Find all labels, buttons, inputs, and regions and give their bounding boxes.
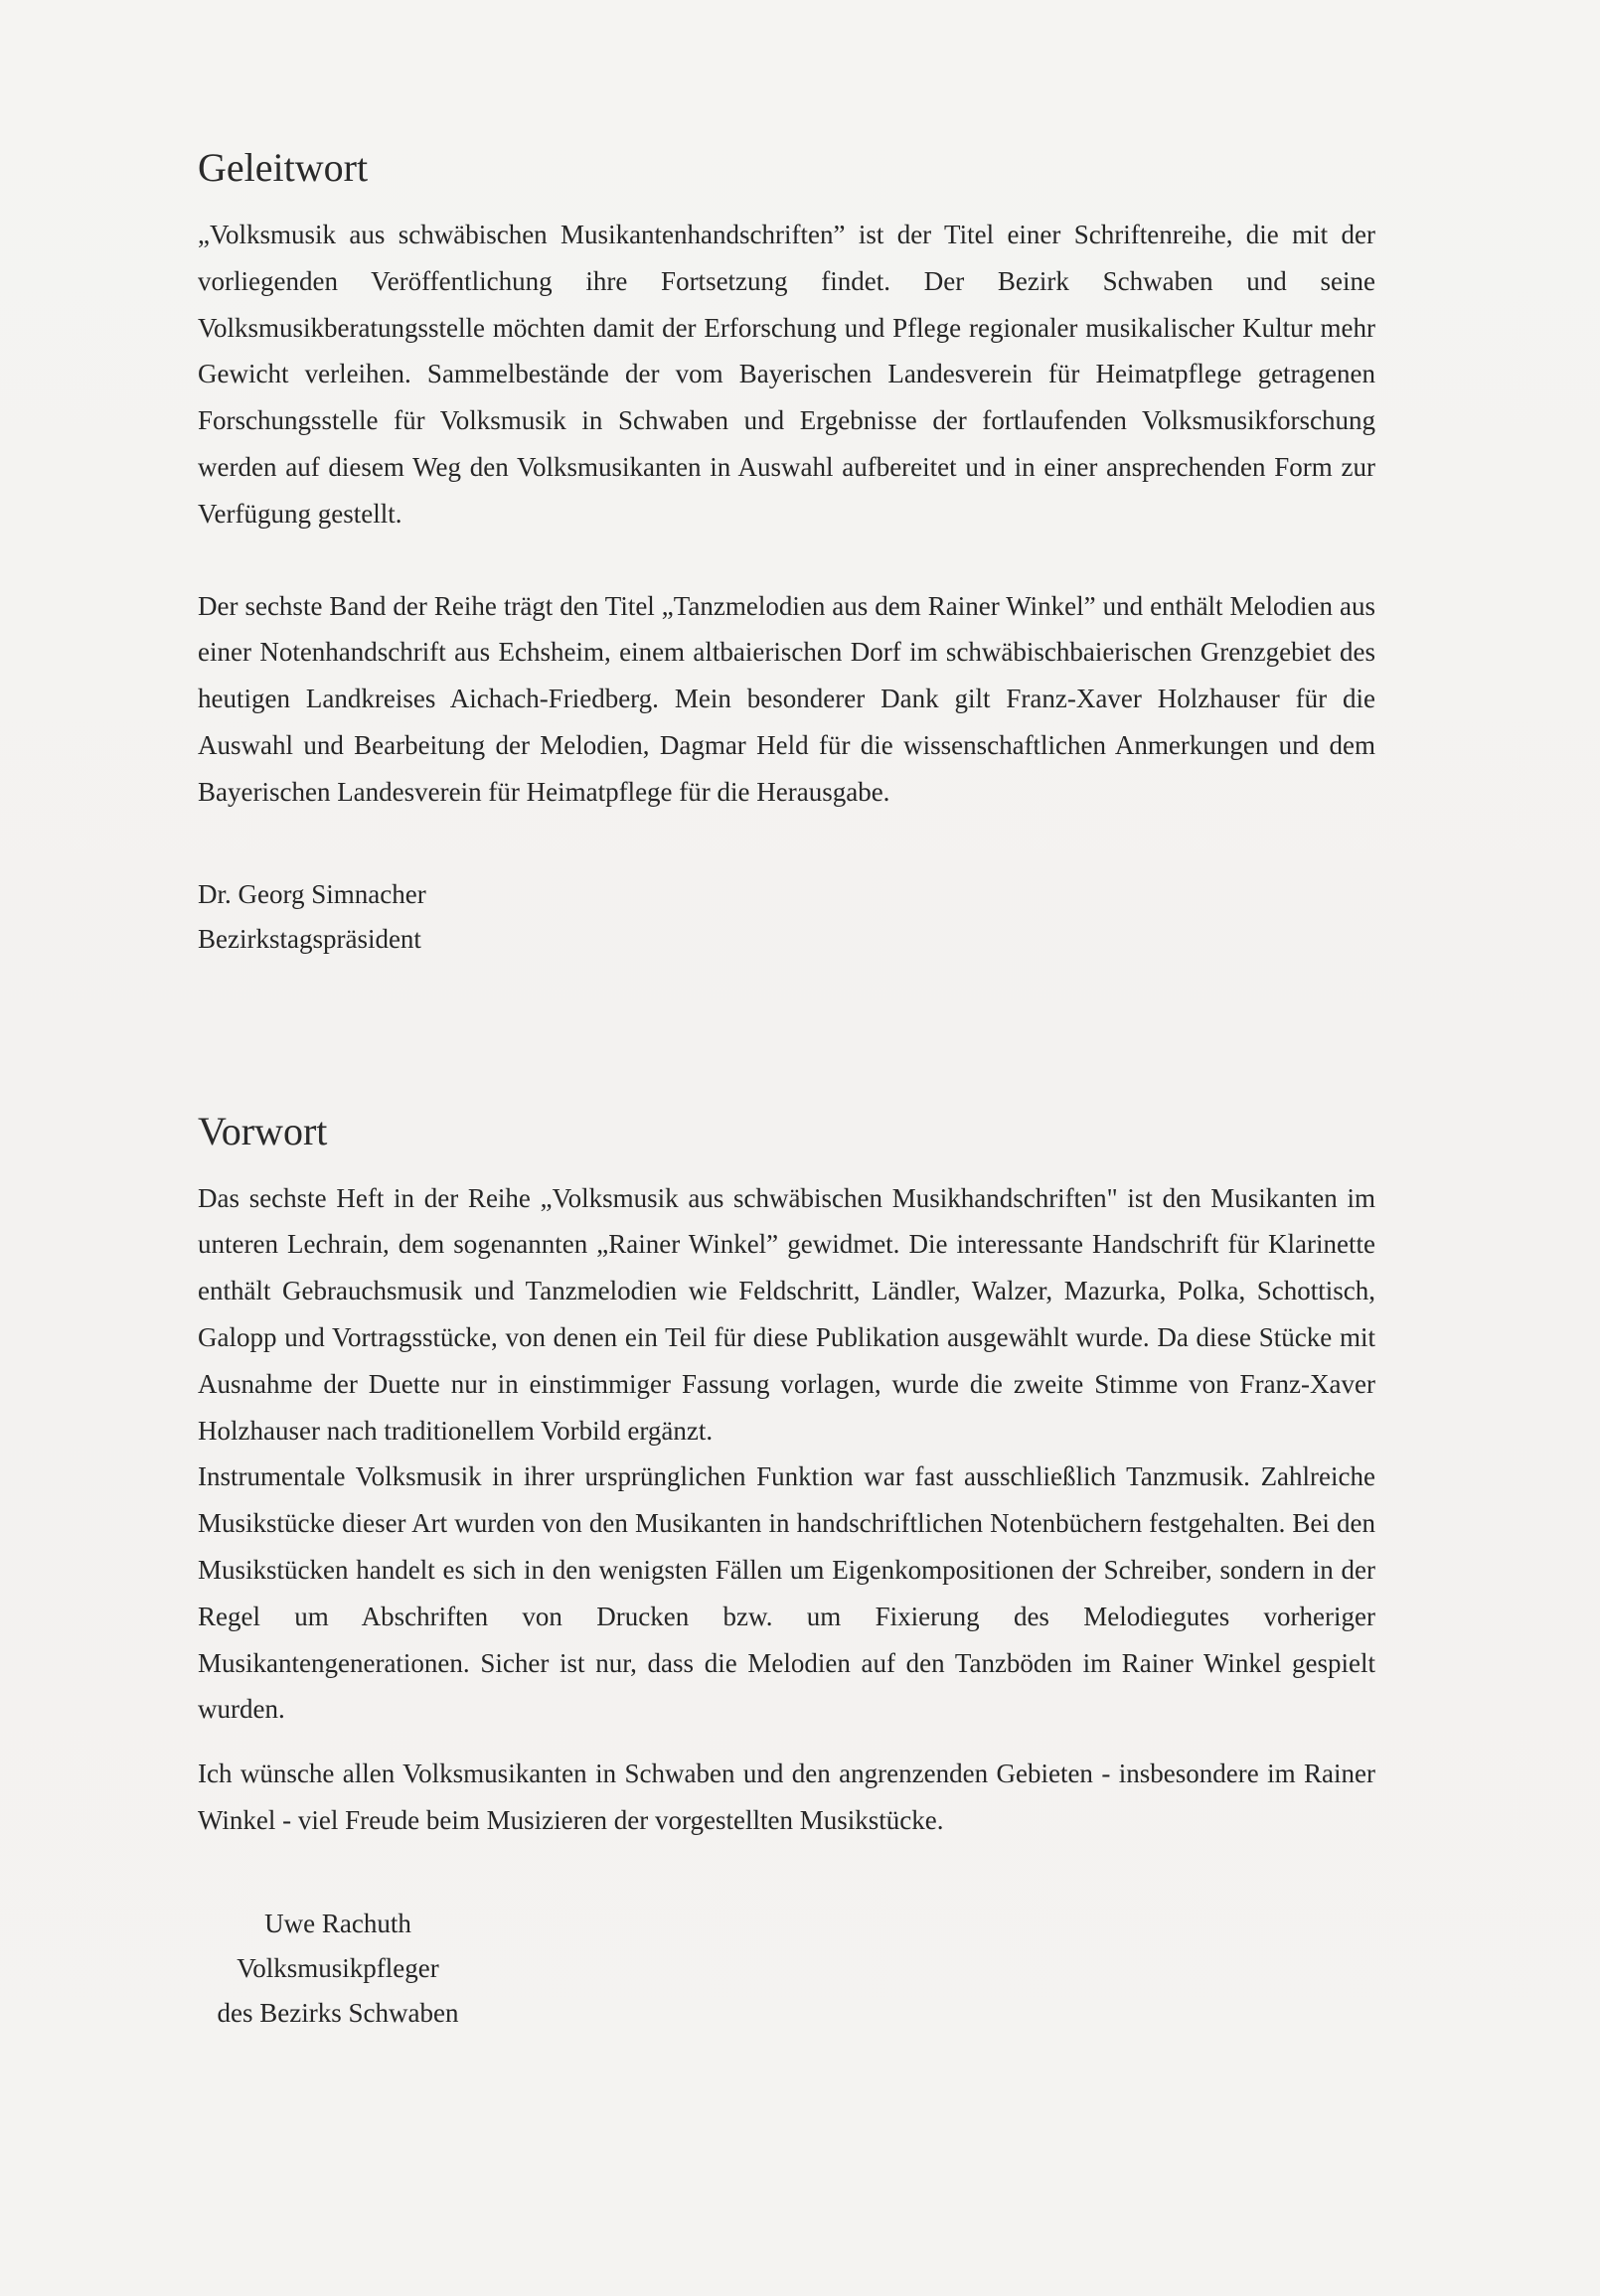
geleitwort-paragraph-2: Der sechste Band der Reihe trägt den Titel „Tanzmelodien aus dem Rainer Winkel” und enthält Melodien aus einer Notenhandschrift aus Echsheim, einem altbaierischen Dorf im schwäbischbaierischen Grenzgebiet des heutigen Landkreises Aichach-Friedberg. Mein besonderer Dank gilt Franz-Xaver Holzhauser für die Auswahl und Bearbeitung der Melodien, Dagmar Held für die wissenschaftlichen Anmerkungen und dem Bayerischen Landesverein für Heimatpflege für die Herausgabe. [198,590,1375,807]
geleitwort-signature-name: Dr. Georg Simnacher [198,878,426,909]
vorwort-signature-role: Volksmusikpfleger [237,1952,439,1983]
vorwort-signature [208,1902,468,2036]
vorwort-signature-name: Uwe Rachuth [264,1908,411,1938]
geleitwort-heading: Geleitwort [198,145,369,190]
vorwort-paragraph-1: Das sechste Heft in der Reihe „Volksmusik aus schwäbischen Musikhandschriften" ist den Musikanten im unteren Lechrain, dem sogenannten „Rainer Winkel” gewidmet. Die interessante Handschrift für Klarinette enthält Gebrauchsmusik und Tanzmelodien wie Feldschritt, Ländler, Walzer, Mazurka, Polka, Schottisch, Galopp und Vortragsstücke, von denen ein Teil für diese Publikation ausgewählt wurde. Da diese Stücke mit Ausnahme der Duette nur in einstimmiger Fassung vorlagen, wurde die zweite Stimme von Franz-Xaver Holzhauser nach traditionellem Vorbild ergänzt. [198,1182,1375,1446]
vorwort-signature-org: des Bezirks Schwaben [217,1997,459,2028]
vorwort-paragraph-3: Ich wünsche allen Volksmusikanten in Schwaben und den angrenzenden Gebieten - insbesondere im Rainer Winkel - viel Freude beim Musizieren der vorgestellten Musikstücke. [198,1759,1375,1835]
geleitwort-section [198,144,1375,962]
vorwort-paragraph-2: Instrumentale Volksmusik in ihrer ursprünglichen Funktion war fast ausschließlich Tanzmusik. Zahlreiche Musikstücke dieser Art wurden von den Musikanten in handschriftlichen Notenbüchern festgehalten. Bei den Musikstücken handelt es sich in den wenigsten Fällen um Eigenkompositionen der Schreiber, sondern in der Regel um Abschriften von Drucken bzw. um Fixierung des Melodiegutes vorheriger Musikantengenerationen. Sicher ist nur, dass die Melodien auf den Tanzböden im Rainer Winkel gespielt wurden. [198,1461,1375,1725]
geleitwort-signature-role: Bezirkstagspräsident [198,923,421,954]
vorwort-heading: Vorwort [198,1108,328,1153]
vorwort-section [198,1108,1375,2036]
geleitwort-signature [198,872,1375,962]
page-content [198,144,1375,2036]
geleitwort-paragraph-1: „Volksmusik aus schwäbischen Musikantenhandschriften” ist der Titel einer Schriftenreihe, die mit der vorliegenden Veröffentlichung ihre Fortsetzung findet. Der Bezirk Schwaben und seine Volksmusikberatungsstelle möchten damit der Erforschung und Pflege regionaler musikalischer Kultur mehr Gewicht verleihen. Sammelbestände der vom Bayerischen Landesverein für Heimatpflege getragenen Forschungsstelle für Volksmusik in Schwaben und Ergebnisse der fortlaufenden Volksmusikforschung werden auf diesem Weg den Volksmusikanten in Auswahl aufbereitet und in einer ansprechenden Form zur Verfügung gestellt. [198,220,1375,529]
